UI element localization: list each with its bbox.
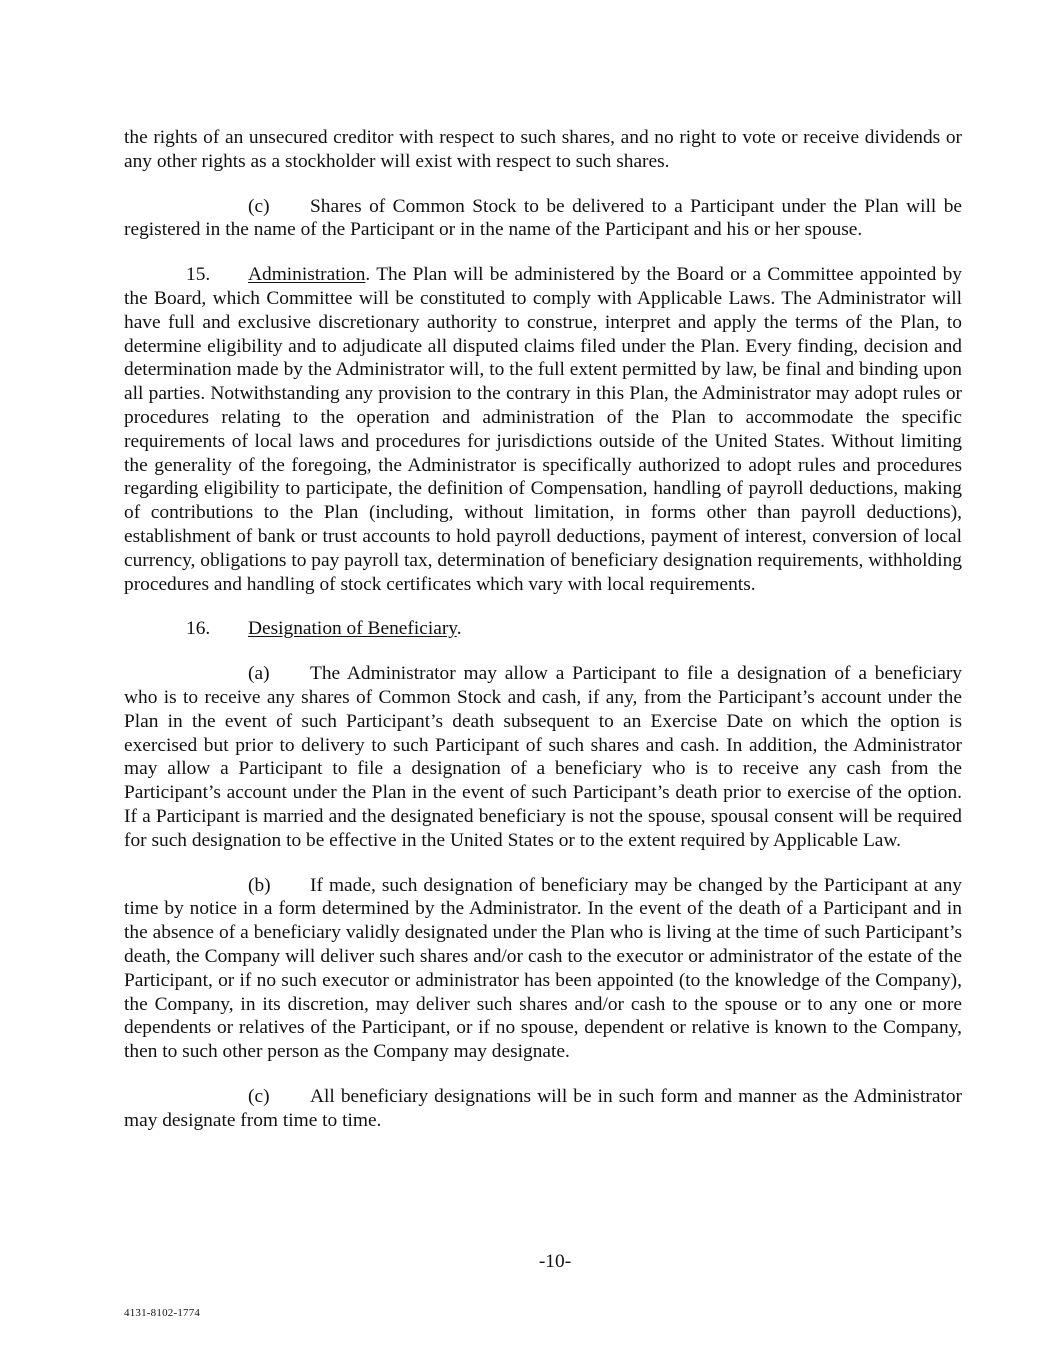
section-16b-label: (b) [248,874,271,896]
section-15-number: 15. [186,264,211,286]
section-16-heading-paragraph [124,617,962,641]
section-16-heading: Designation of Beneficiary [248,618,457,640]
section-16c-paragraph [124,1085,962,1133]
section-16b-text: If made, such designation of beneficiary may be changed by the Participant at any time by notice in a form determined by the Administrator. In the event of the death of a Participant and in the absence of a beneficiary validly designated under the Plan who is living at the time of such Participant’s death, the Company will deliver such shares and/or cash to the executor or administrator of the estate of the Participant, or if no such executor or administrator has been appointed (to the knowledge of the Company), the Company, in its discretion, may deliver such shares and/or cash to the spouse or to any one or more dependents or relatives of the Participant, or if no spouse, dependent or relative is known to the Company, then to such other person as the Company may designate. [124,874,962,1063]
section-16-number: 16. [186,618,211,640]
section-16a-label: (a) [248,663,270,685]
section-15-text: . The Plan will be administered by the Board or a Committee appointed by the Board, which Committee will be constituted to comply with Applicable Laws. The Administrator will have full and exclusive discretionary authority to construe, interpret and apply the terms of the Plan, to determine eligibility and to adjudicate all disputed claims filed under the Plan. Every finding, decision and determination made by the Administrator will, to the full extent permitted by law, be final and binding upon all parties. Notwithstanding any provision to the contrary in this Plan, the Administrator may adopt rules or procedures relating to the operation and administration of the Plan to accommodate the specific requirements of local laws and procedures for jurisdictions outside of the United States. Without limiting the generality of the foregoing, the Administrator is specifically authorized to adopt rules and procedures regarding eligibility to participate, the definition of Compensation, handling of payroll deductions, making of contributions to the Plan (including, without limitation, in forms other than payroll deductions), establishment of bank or trust accounts to hold payroll deductions, payment of interest, conversion of local currency, obligations to pay payroll tax, determination of beneficiary designation requirements, withholding procedures and handling of stock certificates which vary with local requirements. [124,264,962,595]
section-14c-label: (c) [248,195,270,217]
document-id: 4131-8102-1774 [124,1307,201,1319]
continuation-text: the rights of an unsecured creditor with respect to such shares, and no right to vote or receive dividends or any other rights as a stockholder will exist with respect to such shares. [124,127,962,172]
section-14c-text: Shares of Common Stock to be delivered to a Participant under the Plan will be registered in the name of the Participant or in the name of the Participant and his or her spouse. [124,195,962,241]
section-16c-text: All beneficiary designations will be in such form and manner as the Administrator may designate from time to time. [124,1085,962,1131]
document-body [124,126,962,1153]
section-14c-paragraph [124,195,962,243]
section-15-paragraph [124,263,962,596]
section-15-heading: Administration [248,264,366,286]
continuation-paragraph [124,126,962,174]
section-16-heading-end: . [456,618,462,640]
page-number: -10- [538,1251,572,1272]
section-16b-paragraph [124,874,962,1064]
section-16c-label: (c) [248,1085,270,1107]
section-16a-paragraph [124,662,962,852]
section-16a-text: The Administrator may allow a Participant to file a designation of a beneficiary who is to receive any shares of Common Stock and cash, if any, from the Participant’s account under the Plan in the event of such Participant’s death subsequent to an Exercise Date on which the option is exercised but prior to delivery to such Participant of such shares and cash. In addition, the Administrator may allow a Participant to file a designation of a beneficiary who is to receive any cash from the Participant’s account under the Plan in the event of such Participant’s death prior to exercise of the option. If a Participant is married and the designated beneficiary is not the spouse, spousal consent will be required for such designation to be effective in the United States or to the extent required by Applicable Law. [124,663,962,851]
